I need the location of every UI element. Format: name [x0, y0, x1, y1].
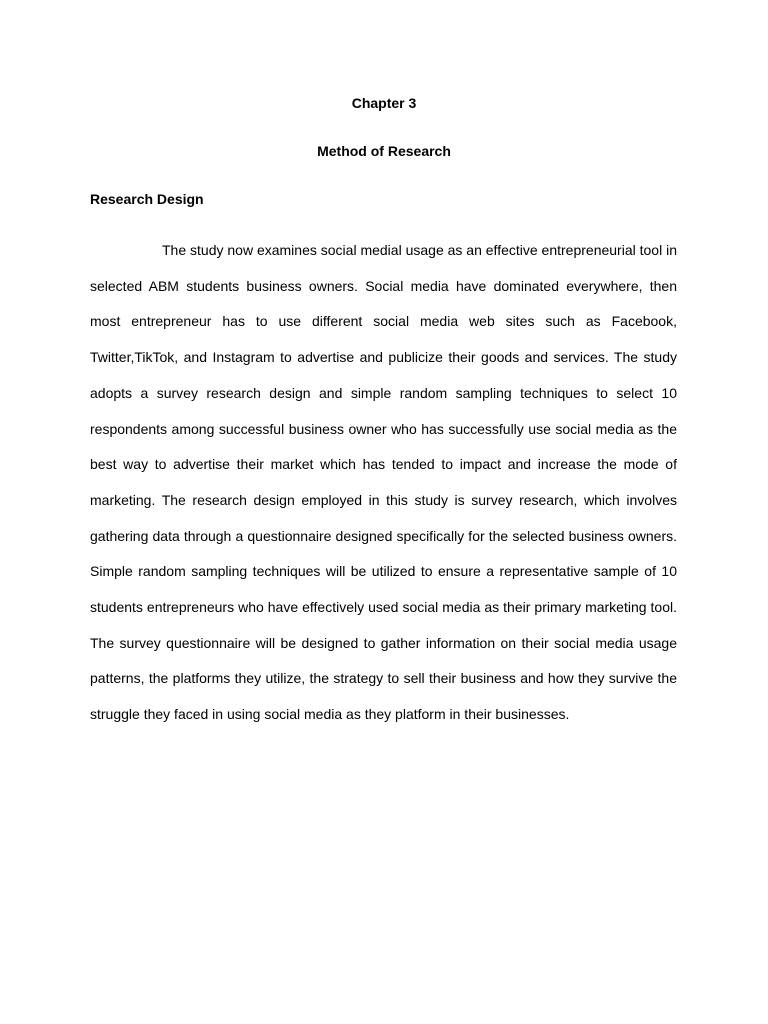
chapter-label: Chapter 3 [351, 95, 417, 111]
section-heading: Research Design [90, 191, 204, 207]
chapter-title: Method of Research [317, 143, 451, 159]
body-paragraph: The study now examines social medial usage as an effective entrepreneurial tool in selected ABM students business owners. Social media have dominated everywhere, then most entrepreneur has to use different social media web sites such as Facebook, Twitter,TikTok, and Instagram to advertise and publicize their goods and services. The study adopts a survey research design and simple random sampling techniques to select 10 respondents among successful business owner who has successfully use social media as the best way to advertise their market which has tended to impact and increase the mode of marketing. The research design employed in this study is survey research, which involves gathering data through a questionnaire designed specifically for the selected business owners. Simple random sampling techniques will be utilized to ensure a representative sample of 10 students entrepreneurs who have effectively used social media as their primary marketing tool. The survey questionnaire will be designed to gather information on their social media usage patterns, the platforms they utilize, the strategy to sell their business and how they survive the struggle they faced in using social media as they platform in their businesses. [90, 242, 677, 723]
